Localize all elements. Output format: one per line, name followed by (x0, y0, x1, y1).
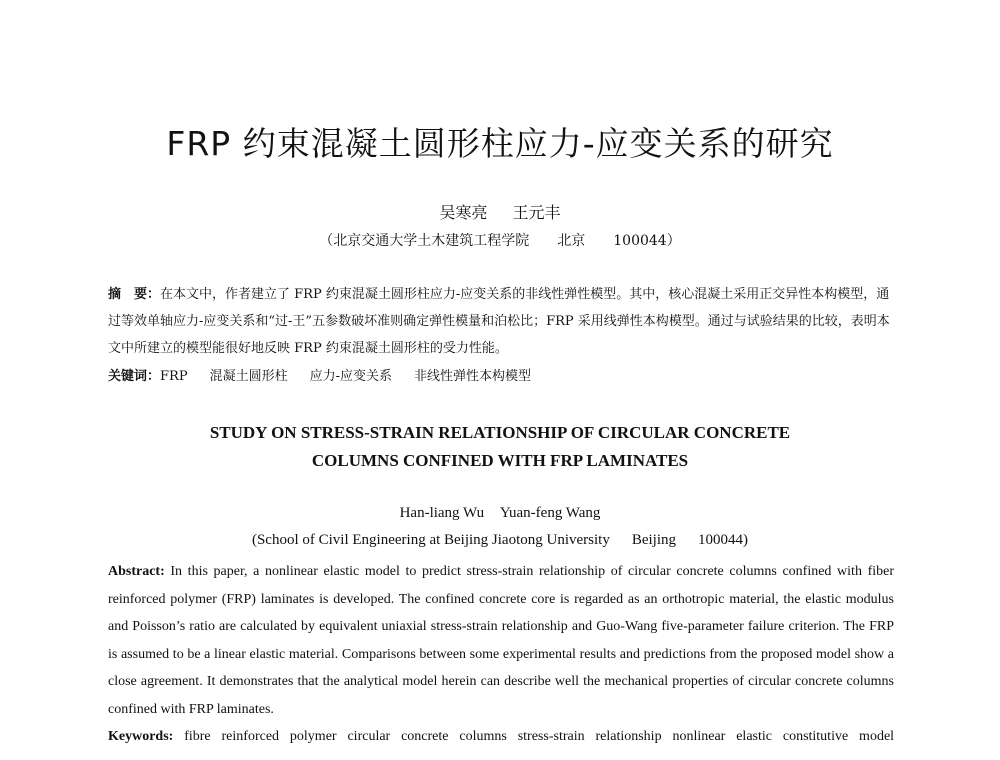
chinese-author: 王元丰 (512, 203, 561, 222)
chinese-affiliation: （北京交通大学土木建筑工程学院 北京 100044） (319, 233, 681, 249)
english-abstract (108, 558, 894, 724)
english-author: Han-liang Wu (399, 505, 485, 521)
chinese-authors (0, 200, 1000, 223)
english-keywords (108, 723, 894, 750)
chinese-author: 吴寒亮 (439, 203, 488, 222)
english-authors (0, 505, 1000, 522)
english-author: Yuan-feng Wang (499, 505, 601, 521)
chinese-keyword: 混凝土圆形柱 (209, 369, 288, 384)
chinese-keyword: 非线性弹性本构模型 (414, 369, 532, 384)
english-affiliation-city: Beijing (631, 532, 677, 548)
english-keyword: stress-strain relationship (517, 729, 662, 744)
english-keyword: circular concrete columns (347, 729, 507, 744)
english-abstract-text: In this paper, a nonlinear elastic model to predict stress-strain relationship of circular concrete columns confined with fiber reinforced polymer (FRP) laminates is developed. The confined concrete core is regarded as an orthotropic material, the elastic modulus and Poisson’s ratio are calculated by equivalent uniaxial stress-strain relationship and Guo-Wang five-parameter failure criterion. The FRP is assumed to be a linear elastic material. Comparisons between some experimental results and predictions from the proposed model show a close agreement. It demonstrates that the analytical model herein can describe well the mechanical properties of circular concrete columns confined with FRP laminates. (108, 564, 894, 717)
english-affiliation-postcode: 100044) (698, 532, 749, 548)
english-title-line: STUDY ON STRESS-STRAIN RELATIONSHIP OF CIRCULAR CONCRETE (209, 423, 791, 442)
chinese-keyword: FRP (160, 369, 188, 384)
chinese-keywords-label: 关键词： (108, 369, 161, 384)
english-affiliation-school: (School of Civil Engineering at Beijing Jiaotong University (251, 532, 610, 548)
english-abstract-label: Abstract: (108, 564, 165, 579)
chinese-abstract-label: 摘 要： (108, 287, 161, 302)
chinese-keyword: 应力-应变关系 (309, 369, 392, 384)
english-affiliation (0, 532, 1000, 549)
chinese-keywords (108, 363, 898, 390)
chinese-title: FRP 约束混凝土圆形柱应力-应变关系的研究 (166, 124, 834, 163)
english-title (0, 419, 1000, 475)
english-keyword: fibre reinforced polymer (184, 729, 337, 744)
english-title-line: COLUMNS CONFINED WITH FRP LAMINATES (311, 451, 689, 470)
chinese-abstract-text: 在本文中，作者建立了 FRP 约束混凝土圆形柱应力-应变关系的非线性弹性模型。其中，核心混凝土采用正交异性本构模型，通过等效单轴应力-应变关系和“过-王”五参数破坏准则确定弹性模量和泊松比；FRP 采用线弹性本构模型。通过与试验结果的比较，表明本文中所建立的模型能很好地反映 FRP 约束混凝土圆形柱的受力性能。 (108, 287, 890, 356)
english-keywords-label: Keywords: (108, 729, 174, 744)
english-keyword: nonlinear elastic constitutive model (672, 729, 895, 744)
chinese-abstract (108, 281, 898, 362)
